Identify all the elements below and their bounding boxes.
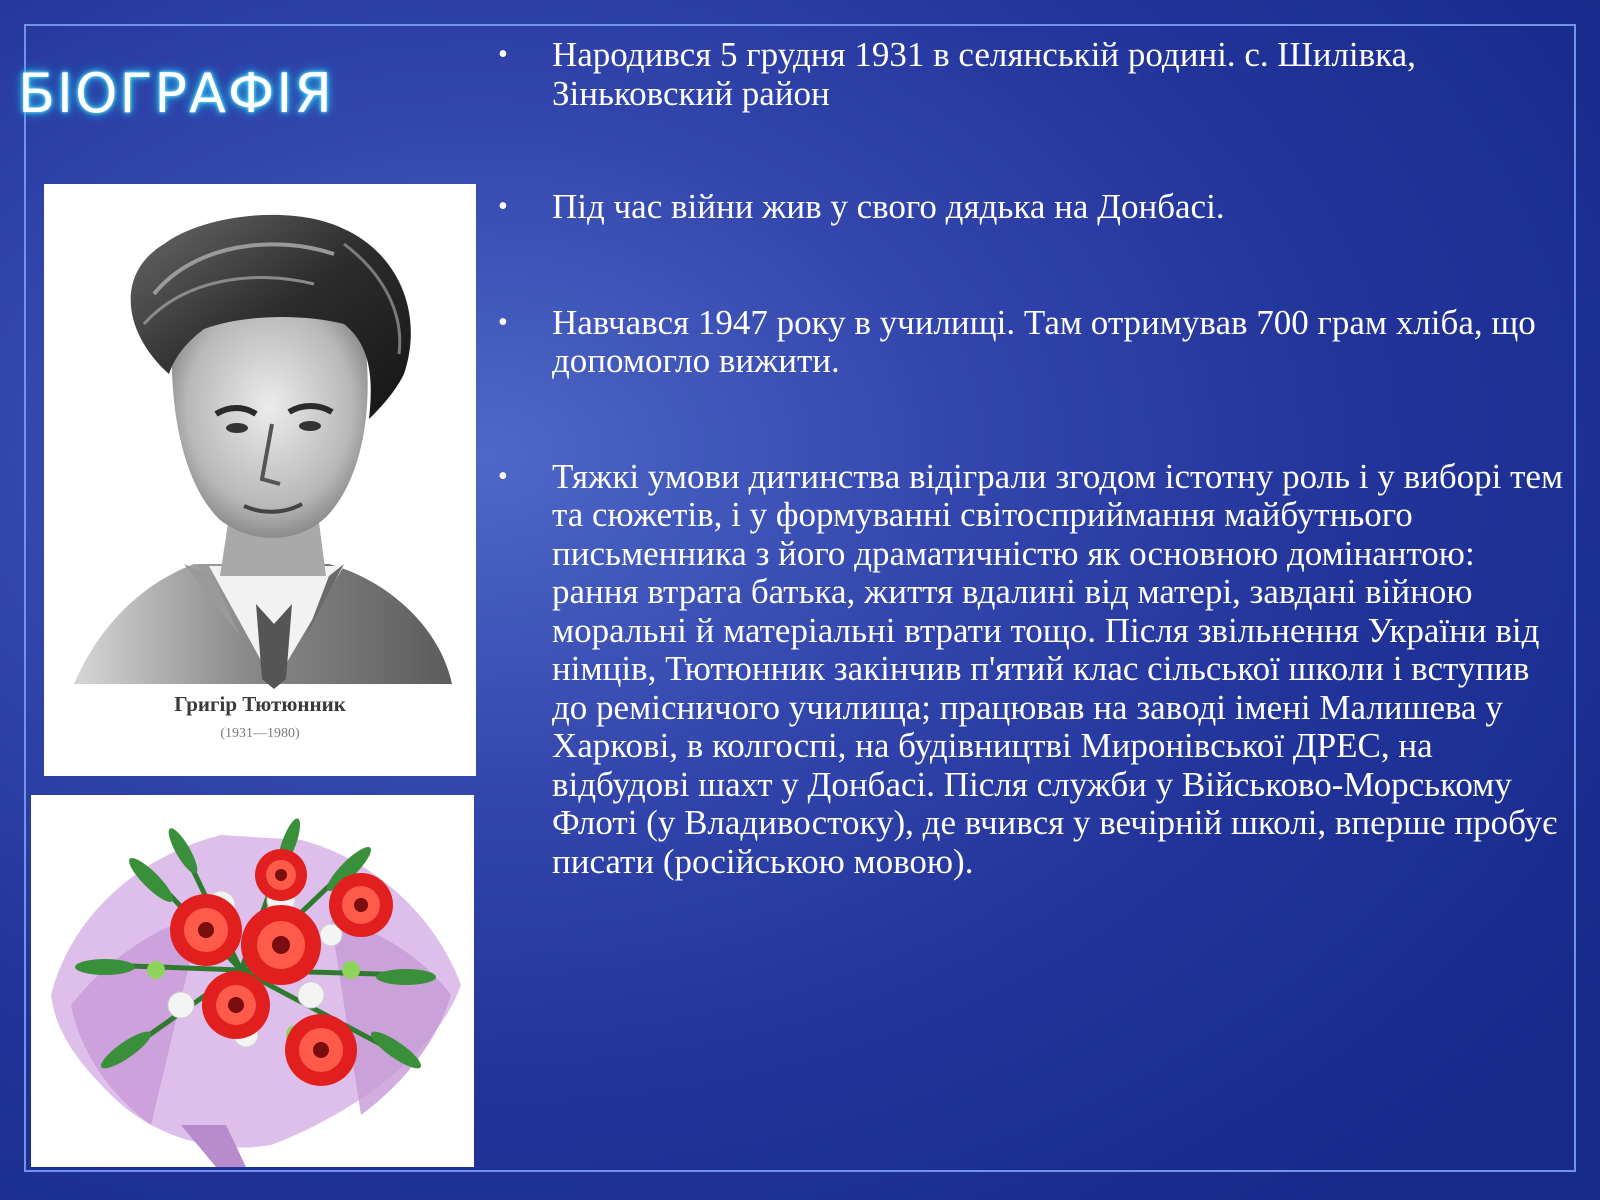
bouquet-drawing bbox=[31, 795, 474, 1167]
portrait-drawing bbox=[44, 184, 476, 776]
portrait-image bbox=[44, 184, 476, 776]
bullet-text: Під час війни жив у свого дядька на Донбасі. bbox=[552, 187, 1225, 226]
bullet-icon: • bbox=[498, 306, 508, 338]
bullet-icon: • bbox=[498, 460, 508, 492]
list-item bbox=[498, 188, 1568, 227]
bullet-text: Тяжкі умови дитинства відіграли згодом істотну роль і у виборі тем та сюжетів, і у формуванні світосприймання майбутнього письменника з його драматичністю як основною домінантою: рання втрата батька, життя вдалині від матері, завдані війною моральні й матеріальні втрати тощо. Після звільнення України від німців, Тютюнник закінчив п'ятий клас сільської школи і вступив до ремісничого училища; працював на заводі імені Малишева у Харкові, в колгоспі, на будівництві Миронівської ДРЕС, на відбудові шахт у Донбасі. Після служби у Військово-Морському Флоті (у Владивостоку), де вчився у вечірній школі, вперше пробує писати (російською мовою). bbox=[552, 456, 1564, 881]
list-item bbox=[498, 304, 1568, 381]
portrait-years: (1931—1980) bbox=[220, 726, 300, 741]
bullet-text: Народився 5 грудня 1931 в селянській родині. с. Шилівка, Зіньковский район bbox=[552, 35, 1416, 113]
list-item bbox=[498, 36, 1568, 113]
bullet-text: Навчався 1947 року в училищі. Там отримував 700 грам хліба, що допомогло вижити. bbox=[552, 302, 1536, 380]
list-item bbox=[498, 458, 1568, 882]
bullet-icon: • bbox=[498, 191, 508, 222]
bullet-icon: • bbox=[498, 39, 508, 70]
biography-list bbox=[498, 36, 1568, 881]
slide-title: БІОГРАФІЯ bbox=[18, 62, 334, 125]
portrait-caption: Григір Тютюнник bbox=[174, 692, 346, 716]
flower-bouquet-image bbox=[31, 795, 474, 1167]
